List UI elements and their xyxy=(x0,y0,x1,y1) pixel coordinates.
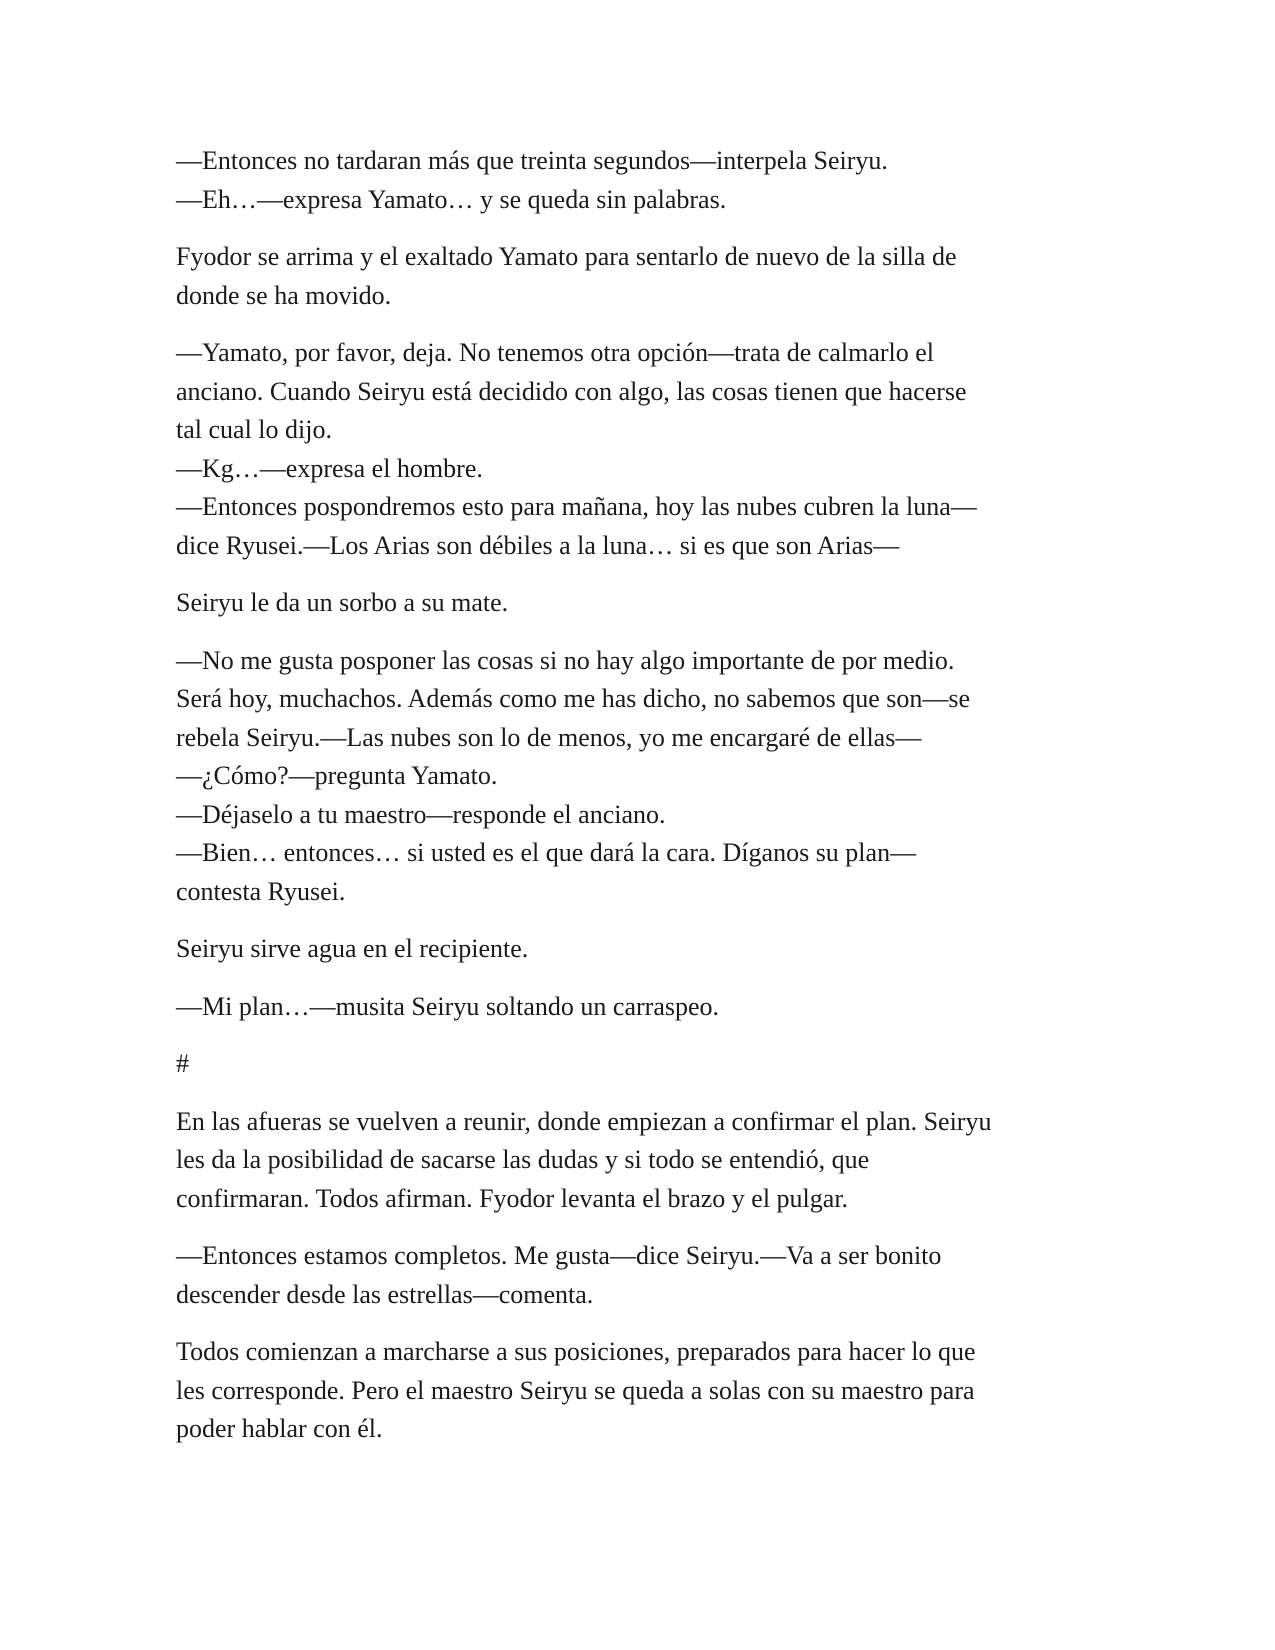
paragraph-1: —Entonces no tardaran más que treinta segundos—interpela Seiryu. —Eh…—expresa Yamato… y se queda sin palabras. xyxy=(176,146,888,214)
paragraph-3: —Yamato, por favor, deja. No tenemos otra opción—trata de calmarlo el anciano. Cuando Seiryu está decidido con algo, las cosas tienen que hacerse tal cual lo dijo. —Kg…—expresa el hombre. —Entonces pospondremos esto para mañana, hoy las nubes cubren la luna— dice Ryusei.—Los Arias son débiles a la luna… si es que son Arias— xyxy=(176,338,977,560)
paragraph-10: Todos comienzan a marcharse a sus posiciones, preparados para hacer lo que les corresponde. Pero el maestro Seiryu se queda a solas con su maestro para poder hablar con él. xyxy=(176,1337,976,1443)
scene-break: # xyxy=(176,1049,189,1078)
paragraph-6: Seiryu sirve agua en el recipiente. xyxy=(176,934,529,963)
paragraph-5: —No me gusta posponer las cosas si no hay algo importante de por medio. Será hoy, muchachos. Además como me has dicho, no sabemos que son—se rebela Seiryu.—Las nubes son lo de menos, yo me encargaré de ellas— —¿Cómo?—pregunta Yamato. —Déjaselo a tu maestro—responde el anciano. —Bien… entonces… si usted es el que dará la cara. Díganos su plan— contesta Ryusei. xyxy=(176,645,971,906)
paragraph-9: —Entonces estamos completos. Me gusta—dice Seiryu.—Va a ser bonito descender desde las estrellas—comenta. xyxy=(176,1241,942,1309)
paragraph-2: Fyodor se arrima y el exaltado Yamato para sentarlo de nuevo de la silla de donde se ha movido. xyxy=(176,242,957,310)
paragraph-4: Seiryu le da un sorbo a su mate. xyxy=(176,588,509,617)
paragraph-8: En las afueras se vuelven a reunir, donde empiezan a confirmar el plan. Seiryu les da la posibilidad de sacarse las dudas y si todo se entendió, que confirmaran. Todos afirman. Fyodor levanta el brazo y el pulgar. xyxy=(176,1106,992,1213)
page-text-body xyxy=(176,142,1096,1449)
paragraph-7: —Mi plan…—musita Seiryu soltando un carraspeo. xyxy=(176,991,720,1021)
